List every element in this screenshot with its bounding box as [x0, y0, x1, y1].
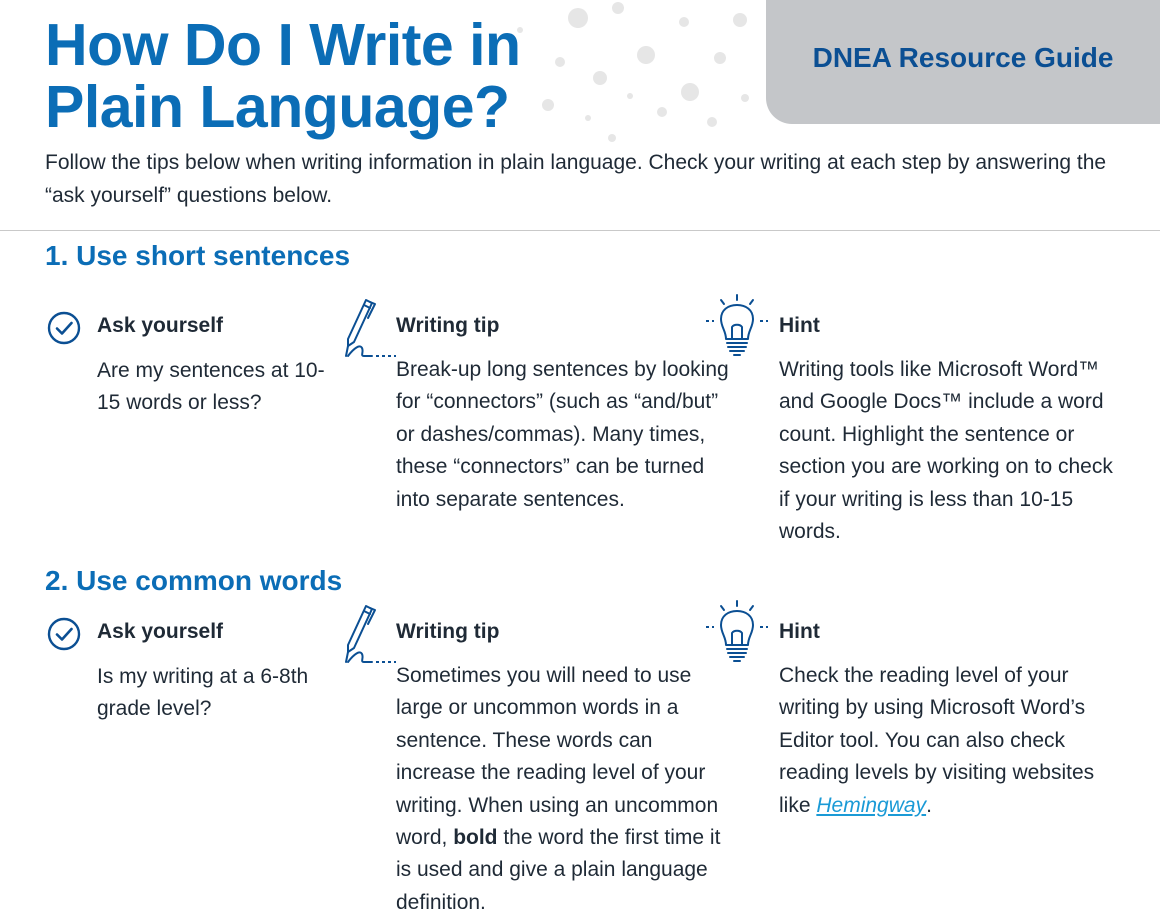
section-1-ask-body: Are my sentences at 10-15 words or less? [97, 359, 325, 415]
section-2-tip-body-start: Sometimes you will need to use large or uncommon words in a sentence. These words can increase the reading level of your writing. When using an uncommon word, [396, 664, 719, 850]
section-2-hint-body-end: . [926, 793, 932, 817]
section-2-ask-heading: Ask yourself [97, 620, 224, 643]
header-divider [0, 230, 1160, 231]
lightbulb-icon [704, 293, 770, 363]
section-2-tip-body [396, 660, 736, 919]
page-title-line-2: Plain Language? [45, 74, 510, 140]
resource-guide-label: DNEA Resource Guide [812, 42, 1114, 73]
section-1-hint-heading: Hint [779, 314, 820, 337]
pen-icon [342, 602, 398, 666]
section-2-hint-heading: Hint [779, 620, 820, 643]
section-1-tip-heading: Writing tip [396, 314, 500, 337]
check-circle-icon [47, 617, 81, 651]
section-2-hint-body-start: Check the reading level of your writing by using Microsoft Word’s Editor tool. You can also check reading levels by visiting websites like [779, 664, 1095, 817]
section-1-title: 1. Use short sentences [45, 240, 351, 271]
section-2-tip-body-bold: bold [453, 826, 498, 850]
section-1-hint-body: Writing tools like Microsoft Word™ and Google Docs™ include a word count. Highlight the sentence or section you are working on to check if your writing is less than 10-15 words. [779, 358, 1113, 544]
section-2-hint-body [779, 660, 1119, 822]
hemingway-link[interactable]: Hemingway [816, 793, 927, 817]
section-2-ask-body: Is my writing at a 6-8th grade level? [97, 665, 309, 721]
page-title-line-1: How Do I Write in [45, 12, 521, 78]
section-1-ask-heading: Ask yourself [97, 314, 224, 337]
intro-paragraph: Follow the tips below when writing information in plain language. Check your writing at each step by answering the “ask yourself” questions below. [45, 151, 1107, 207]
pen-icon [342, 296, 398, 360]
lightbulb-icon [704, 599, 770, 669]
section-1-tip-body: Break-up long sentences by looking for “connectors” (such as “and/but” or dashes/commas). Many times, these “connectors” can be turned into separate sentences. [396, 358, 729, 511]
page-title [45, 14, 521, 138]
section-2-tip-heading: Writing tip [396, 620, 500, 643]
section-2-title: 2. Use common words [45, 565, 343, 596]
section-2-tip-body-end: the word the first time it is used and give a plain language definition. [396, 826, 721, 914]
check-circle-icon [47, 311, 81, 345]
